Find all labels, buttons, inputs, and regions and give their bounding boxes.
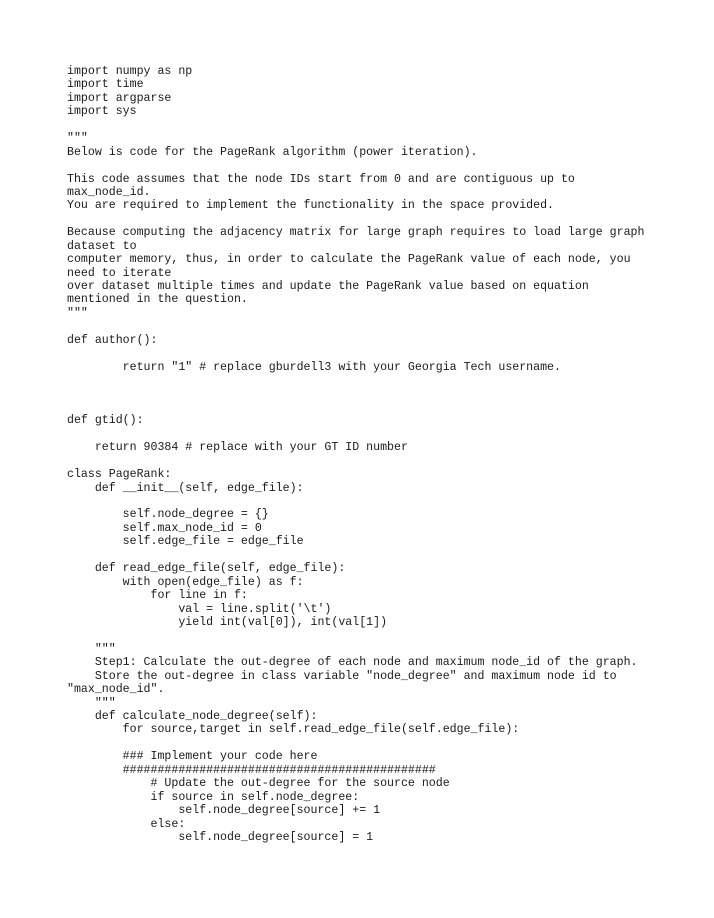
blank-line (67, 495, 707, 508)
code-line: ### Implement your code here (67, 750, 318, 764)
code-line: over dataset multiple times and update the PageRank value based on equation (67, 280, 589, 293)
blank-line (67, 388, 707, 401)
code-line: def __init__(self, edge_file): (67, 481, 304, 495)
code-line: self.node_degree[source] = 1 (67, 830, 374, 844)
code-line: # Update the out-degree for the source node (67, 777, 450, 791)
code-line: "max_node_id". (67, 683, 165, 697)
code-block (67, 65, 707, 844)
code-line: You are required to implement the functionality in the space provided. (67, 199, 555, 213)
code-line: for source,target in self.read_edge_file(self.edge_file): (67, 723, 520, 737)
code-line: Store the out-degree in class variable "node_degree" and maximum node id to (67, 669, 617, 683)
blank-line (67, 320, 707, 333)
code-line: import argparse (67, 91, 172, 105)
code-line: self.edge_file = edge_file (67, 535, 304, 549)
code-line: def author(): (67, 333, 158, 347)
blank-line (67, 119, 707, 132)
code-line: if source in self.node_degree: (67, 790, 360, 804)
code-line: max_node_id. (67, 185, 151, 199)
blank-line (67, 549, 707, 562)
code-line: for line in f: (67, 589, 248, 603)
blank-line (67, 374, 707, 387)
blank-line (67, 737, 707, 750)
code-line: def calculate_node_degree(self): (67, 710, 318, 723)
code-line: computer memory, thus, in order to calculate the PageRank value of each node, you (67, 253, 631, 267)
code-line: dataset to (67, 239, 137, 253)
code-line: """ (67, 132, 88, 146)
code-line: return "1" # replace gburdell3 with your Georgia Tech username. (67, 360, 561, 374)
code-line: class PageRank: (67, 468, 172, 482)
code-line: def read_edge_file(self, edge_file): (67, 562, 346, 576)
blank-line (67, 159, 707, 172)
code-line: val = line.split('\t') (67, 602, 332, 616)
blank-line (67, 347, 707, 360)
blank-line (67, 455, 707, 468)
code-line: def gtid(): (67, 414, 144, 428)
code-line: self.node_degree[source] += 1 (67, 804, 381, 818)
code-line: yield int(val[0]), int(val[1]) (67, 615, 388, 629)
blank-line (67, 401, 707, 414)
code-line: Because computing the adjacency matrix for large graph requires to load large graph (67, 226, 645, 240)
code-line: return 90384 # replace with your GT ID number (67, 441, 408, 455)
code-line: with open(edge_file) as f: (67, 575, 304, 589)
code-line: import sys (67, 105, 137, 119)
blank-line (67, 428, 707, 441)
code-line: """ (67, 306, 88, 320)
code-line: This code assumes that the node IDs start from 0 and are contiguous up to (67, 172, 575, 186)
code-line: mentioned in the question. (67, 293, 248, 307)
code-line: self.node_degree = {} (67, 508, 269, 522)
code-line: import numpy as np (67, 65, 193, 78)
code-line: self.max_node_id = 0 (67, 521, 262, 535)
code-line: """ (67, 696, 116, 710)
blank-line (67, 629, 707, 642)
blank-line (67, 213, 707, 226)
code-line: ############################################# (67, 763, 436, 777)
code-line: """ (67, 642, 116, 656)
code-line: Below is code for the PageRank algorithm (power iteration). (67, 145, 478, 159)
code-line: import time (67, 78, 144, 92)
code-line: else: (67, 817, 186, 831)
code-line: need to iterate (67, 266, 172, 280)
code-line: Step1: Calculate the out-degree of each node and maximum node_id of the graph. (67, 656, 638, 670)
